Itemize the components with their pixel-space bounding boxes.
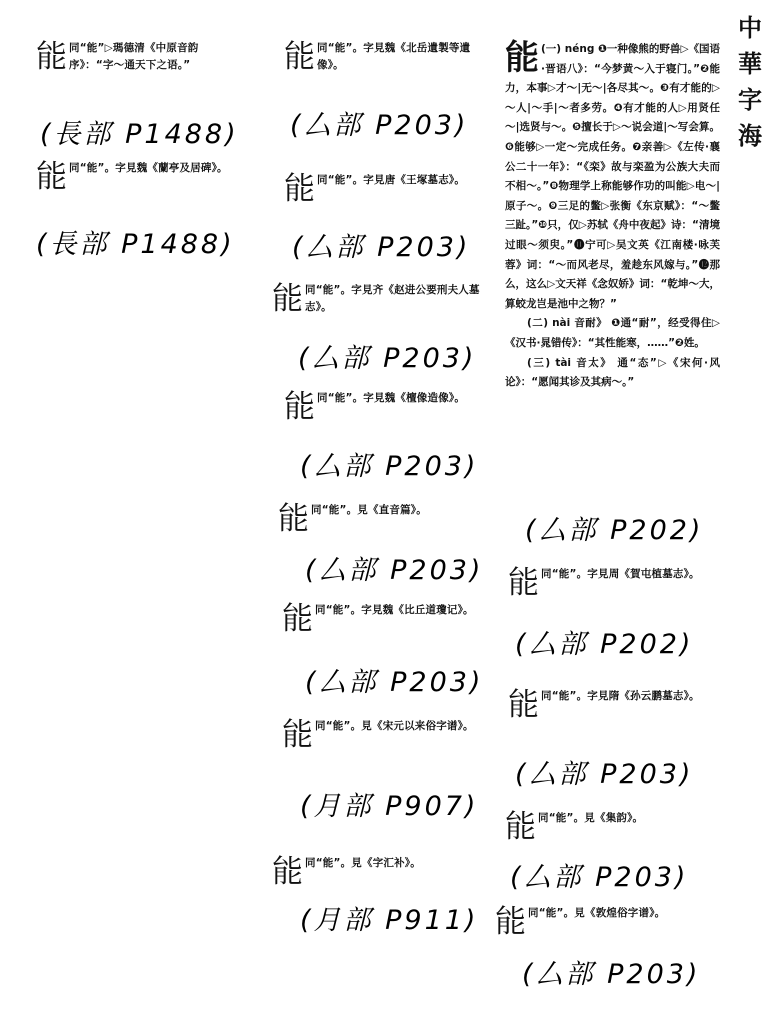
headword: 能 bbox=[284, 171, 315, 207]
handwritten-note: (厶部 P203) bbox=[515, 759, 694, 790]
handwritten-note: (長部 P1488) bbox=[36, 229, 235, 260]
headword: 能 bbox=[508, 565, 539, 601]
entry-definition: 同“能”。字見齐《赵进公要刑夫人墓志》。 bbox=[305, 284, 480, 313]
entry-definition: 同“能”。字見魏《蘭亭及居碑》。 bbox=[69, 162, 228, 174]
headword: 能 bbox=[272, 281, 303, 317]
main-dictionary-entry bbox=[505, 40, 720, 393]
dictionary-entry bbox=[284, 172, 489, 206]
pinyin-label: (一) néng bbox=[541, 43, 595, 55]
entry-definition: 同“能”。見《敦煌俗字谱》。 bbox=[528, 907, 666, 919]
dictionary-entry bbox=[495, 905, 720, 939]
main-entry-sense-2: (二) nài 音耐》 ❶通“耐”，经受得住▷《汉书·晁错传》：“其性能寒，……”❷姓。 bbox=[505, 317, 720, 349]
book-title-char: 字 bbox=[738, 85, 762, 114]
dictionary-entry bbox=[284, 390, 489, 424]
handwritten-note: (厶部 P203) bbox=[305, 667, 484, 698]
handwritten-note: (長部 P1488) bbox=[40, 119, 239, 150]
dictionary-entry bbox=[508, 688, 723, 722]
book-title-char: 中 bbox=[738, 13, 762, 42]
entry-definition: 同“能”。字見唐《王塚墓志》。 bbox=[317, 174, 466, 186]
handwritten-note: (厶部 P203) bbox=[305, 555, 484, 586]
headword: 能 bbox=[508, 687, 539, 723]
dictionary-entry bbox=[508, 566, 723, 600]
handwritten-note: (月部 P907) bbox=[300, 791, 479, 822]
headword: 能 bbox=[282, 601, 313, 637]
handwritten-note: (厶部 P202) bbox=[515, 629, 694, 660]
book-title-char: 海 bbox=[738, 121, 762, 150]
handwritten-note: (厶部 P203) bbox=[300, 451, 479, 482]
headword: 能 bbox=[278, 501, 309, 537]
headword: 能 bbox=[36, 159, 67, 195]
main-entry-sense-3: (三) tài 音太》 通“态”▷《宋何·风论》：“愿闻其诊及其病～。” bbox=[505, 356, 720, 389]
entry-definition: 同“能”。字見魏《檀像造像》。 bbox=[317, 392, 466, 404]
entry-definition: 同“能”。見《集韵》。 bbox=[538, 812, 644, 824]
handwritten-note: (月部 P911) bbox=[300, 905, 479, 936]
entry-definition: 同“能”。字見隋《孙云鹏墓志》。 bbox=[541, 690, 700, 702]
headword: 能 bbox=[505, 809, 536, 845]
handwritten-note: (厶部 P203) bbox=[290, 110, 469, 141]
dictionary-entry bbox=[278, 502, 493, 536]
dictionary-entry bbox=[36, 160, 241, 194]
dictionary-entry bbox=[505, 810, 720, 844]
entry-definition: 同“能”。見《字汇补》。 bbox=[305, 857, 421, 869]
book-title-char: 華 bbox=[738, 49, 762, 78]
entry-definition: 同“能”▷瑪德清《中原音韵序》：“字～通天下之语。” bbox=[69, 42, 199, 71]
handwritten-note: (厶部 P203) bbox=[292, 232, 471, 263]
handwritten-note: (厶部 P203) bbox=[510, 862, 689, 893]
dictionary-entry bbox=[272, 282, 487, 316]
entry-definition: 同“能”。字見周《賀屯植墓志》。 bbox=[541, 568, 700, 580]
main-entry-sense-1 bbox=[505, 40, 720, 314]
entry-definition: 同“能”。字見魏《北岳遺製等遺像》。 bbox=[317, 42, 471, 71]
entry-definition: 同“能”。見《直音篇》。 bbox=[311, 504, 427, 516]
headword: 能 bbox=[284, 389, 315, 425]
entry-definition: 同“能”。字見魏《比丘道瓊记》。 bbox=[315, 604, 474, 616]
headword: 能 bbox=[505, 38, 539, 78]
handwritten-note: (厶部 P202) bbox=[525, 515, 704, 546]
dictionary-entry bbox=[284, 40, 489, 74]
headword: 能 bbox=[284, 39, 315, 75]
headword: 能 bbox=[272, 854, 303, 890]
headword: 能 bbox=[495, 904, 526, 940]
headword: 能 bbox=[282, 717, 313, 753]
dictionary-entry bbox=[36, 40, 241, 74]
dictionary-entry bbox=[282, 602, 492, 636]
dictionary-entry bbox=[272, 855, 487, 889]
handwritten-note: (厶部 P203) bbox=[522, 959, 701, 990]
handwritten-note: (厶部 P203) bbox=[298, 343, 477, 374]
headword: 能 bbox=[36, 39, 67, 75]
book-title bbox=[735, 10, 765, 154]
main-entry-text: ❶一种像熊的野兽▷《国语·晋语八》：“今梦黄～入于寝门。”❷能力，本事▷才～|无～|各尽其～。❸有才能的▷～人|～手|～者多劳。❹有才能的人▷用贤任～|选贤与～。❺擅长于▷～说会道|～写会算。❻能够▷一定～完成任务。❼亲善▷《左传·襄公二十一年》：“《栾》故与栾盈为公族大夫而不相～。”❽物理学上称能够作功的叫能▷电～|原子～。❾三足的鳖▷张衡《东京赋》：“～鳖三趾。”❿只，仅▷苏轼《舟中夜起》诗：“清境过眼～须臾。”⓫宁可▷吴文英《江南楼·咏芙蓉》词：“～而风老尽，羞趁东风嫁与。”⓬那么，这么▷文天祥《念奴娇》词：“乾坤～大，算蛟龙岂是池中之物？” bbox=[505, 43, 721, 310]
dictionary-entry bbox=[282, 718, 492, 752]
entry-definition: 同“能”。見《宋元以来俗字谱》。 bbox=[315, 720, 474, 732]
